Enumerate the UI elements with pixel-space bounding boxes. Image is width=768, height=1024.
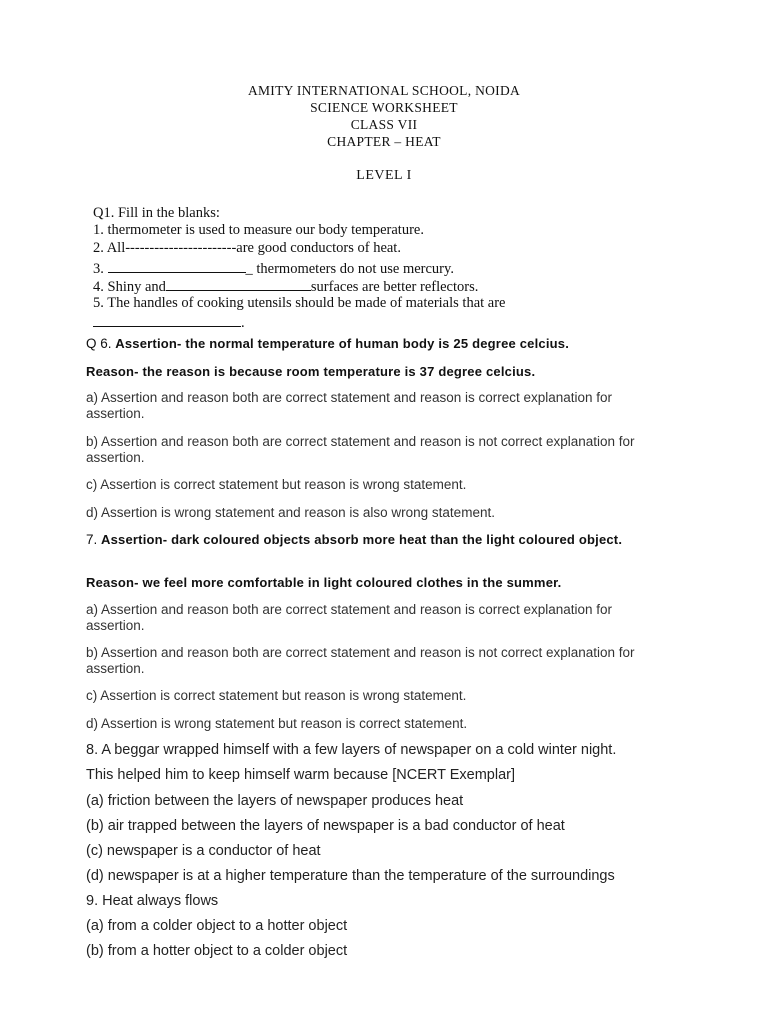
q7-assertion	[86, 532, 666, 548]
q7-reason: Reason- we feel more comfortable in light coloured clothes in the summer.	[86, 575, 562, 590]
q1-item-number: 5.	[93, 295, 104, 311]
q6-reason: Reason- the reason is because room temperature is 37 degree celcius.	[86, 364, 536, 379]
q1-item-4	[93, 277, 478, 296]
q1-item-text: .	[241, 315, 245, 331]
question-number: Q 6.	[86, 336, 112, 351]
q1-item-number: 2.	[93, 240, 104, 256]
q1-item-2	[93, 240, 401, 257]
q8-option-b: (b) air trapped between the layers of newspaper is a bad conductor of heat	[86, 818, 565, 834]
q8-option-c: (c) newspaper is a conductor of heat	[86, 843, 321, 859]
answer-blank[interactable]	[93, 313, 241, 327]
chapter-label: CHAPTER – HEAT	[327, 134, 441, 149]
q6-option-b: b) Assertion and reason both are correct statement and reason is not correct explanation for assertion.	[86, 434, 635, 465]
school-name: AMITY INTERNATIONAL SCHOOL, NOIDA	[247, 83, 521, 98]
q7-option-b: b) Assertion and reason both are correct statement and reason is not correct explanation for assertion.	[86, 645, 635, 676]
level-heading: LEVEL I	[356, 168, 412, 183]
q8-option-a: (a) friction between the layers of newspaper produces heat	[86, 793, 464, 809]
question-number: 7.	[86, 532, 98, 547]
q6-option-d: d) Assertion is wrong statement and reason is also wrong statement.	[86, 505, 495, 520]
q1-title: Q1. Fill in the blanks:	[93, 205, 220, 221]
q1-item-number: 3.	[93, 261, 104, 277]
class-label: CLASS VII	[350, 117, 418, 132]
q1-item-text: The handles of cooking utensils should be made of materials that are	[107, 295, 506, 311]
q1-item-5-blank	[93, 313, 245, 332]
q1-item-number: 4.	[93, 279, 104, 295]
q8-option-d: (d) newspaper is at a higher temperature than the temperature of the surroundings	[86, 868, 615, 884]
q8-stem-line-1: 8. A beggar wrapped himself with a few layers of newspaper on a cold winter night.	[86, 742, 617, 758]
worksheet-title: SCIENCE WORKSHEET	[310, 100, 458, 115]
assertion-text: Assertion- dark coloured objects absorb more heat than the light coloured object.	[101, 532, 623, 547]
q6-assertion	[86, 336, 569, 351]
q6-option-a: a) Assertion and reason both are correct statement and reason is correct explanation for assertion.	[86, 390, 613, 421]
q6-option-c: c) Assertion is correct statement but reason is wrong statement.	[86, 477, 467, 492]
answer-blank[interactable]	[166, 277, 311, 291]
q1-item-text: All-----------------------are good conductors of heat.	[106, 240, 401, 256]
q7-option-c: c) Assertion is correct statement but reason is wrong statement.	[86, 688, 467, 703]
q1-item-number: 1.	[93, 222, 104, 238]
q7-option-a: a) Assertion and reason both are correct statement and reason is correct explanation for assertion.	[86, 602, 613, 633]
q8-stem-line-2: This helped him to keep himself warm because [NCERT Exemplar]	[86, 767, 516, 783]
q1-item-1	[93, 222, 424, 239]
q9-stem: 9. Heat always flows	[86, 893, 219, 909]
q1-item-3	[93, 259, 454, 278]
q1-item-text: surfaces are better reflectors.	[310, 279, 479, 295]
q7-option-d: d) Assertion is wrong statement but reason is correct statement.	[86, 716, 468, 731]
q9-option-b: (b) from a hotter object to a colder object	[86, 943, 348, 959]
q1-item-text: _ thermometers do not use mercury.	[245, 261, 454, 277]
q9-option-a: (a) from a colder object to a hotter object	[86, 918, 348, 934]
answer-blank[interactable]	[108, 259, 246, 273]
worksheet-header	[0, 82, 768, 150]
q1-item-text: Shiny and	[107, 279, 166, 295]
q1-item-text: thermometer is used to measure our body temperature.	[107, 222, 424, 238]
q1-item-5	[93, 295, 505, 312]
assertion-text: Assertion- the normal temperature of human body is 25 degree celcius.	[115, 336, 570, 351]
